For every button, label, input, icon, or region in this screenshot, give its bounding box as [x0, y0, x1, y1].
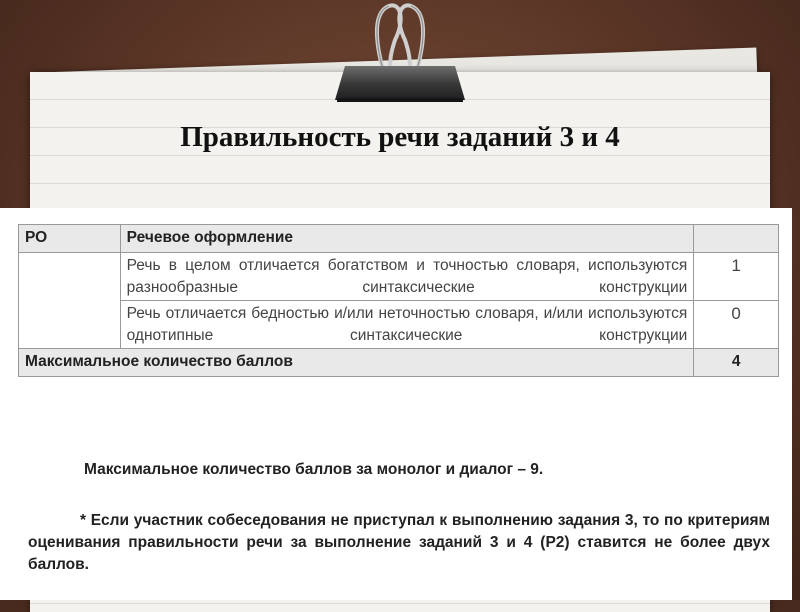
table-row [19, 301, 779, 349]
table-row [19, 253, 779, 301]
table-total-row [19, 349, 779, 377]
content-panel [0, 208, 792, 600]
criterion-score-cell: 0 [694, 301, 779, 349]
total-label-cell: Максимальное количество баллов [19, 349, 694, 377]
header-score-cell [694, 225, 779, 253]
criterion-code-cell [19, 253, 121, 349]
criterion-text-cell: Речь в целом отличается богатством и точностью словаря, используются разнообразные синтаксические конструкции [120, 253, 694, 301]
total-score-cell: 4 [694, 349, 779, 377]
criterion-score-cell: 1 [694, 253, 779, 301]
slide-title: Правильность речи заданий 3 и 4 [180, 121, 620, 153]
criterion-text-cell: Речь отличается бедностью и/или неточностью словаря, и/или используются однотипные синтаксические конструкции [120, 301, 694, 349]
header-label-cell: Речевое оформление [120, 225, 694, 253]
criteria-table [18, 224, 779, 377]
binder-clip-icon [325, 0, 475, 105]
max-score-note: Максимальное количество баллов за монолог и диалог – 9. [84, 461, 544, 478]
header-code-cell: РО [19, 225, 121, 253]
table-header-row [19, 225, 779, 253]
footnote: * Если участник собеседования не приступал к выполнению задания 3, то по критериям оценивания правильности речи за выполнение заданий 3 и 4 (Р2) ставится не более двух баллов. [28, 512, 770, 573]
